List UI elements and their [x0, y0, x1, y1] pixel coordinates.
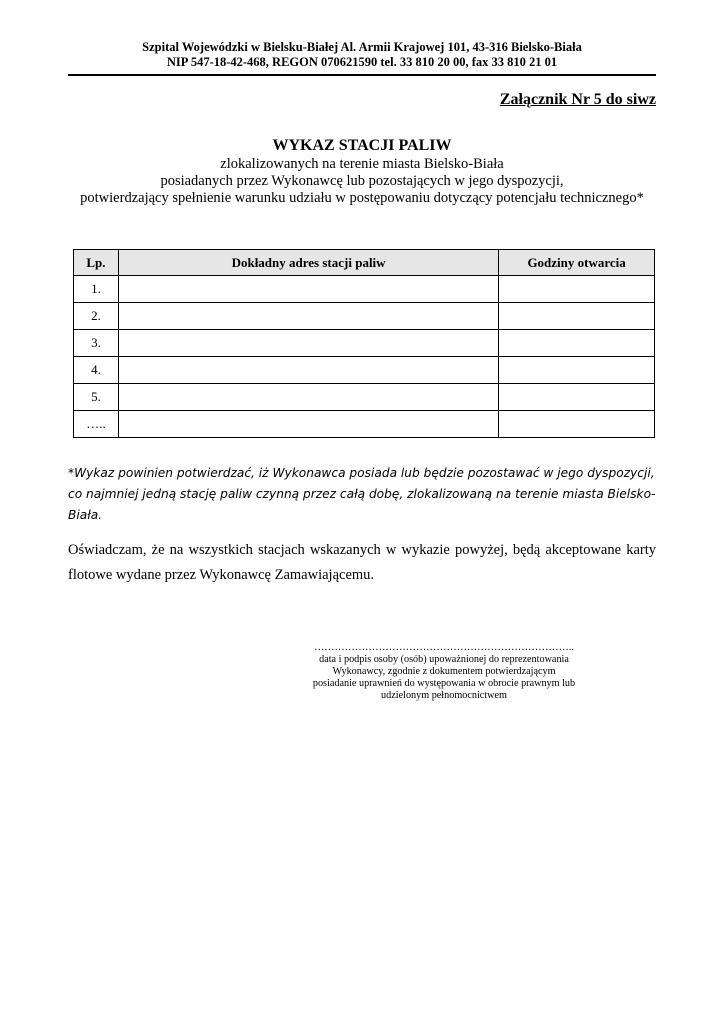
annex-label: Załącznik Nr 5 do siwz	[499, 91, 656, 108]
signature-caption-line-2: Wykonawcy, zgodnie z dokumentem potwierdzającym	[332, 666, 556, 677]
hours-cell[interactable]	[499, 357, 655, 384]
column-header-address: Dokładny adres stacji paliw	[118, 250, 498, 276]
subtitle-line-3: potwierdzający spełnienie warunku udziału w postępowaniu dotyczący potencjału technicznego*	[80, 190, 644, 206]
table-row	[74, 357, 655, 384]
row-number: 4.	[74, 357, 119, 384]
document-title: WYKAZ STACJI PALIW	[272, 137, 452, 154]
subtitle-line-1: zlokalizowanych na terenie miasta Bielsko-Biała	[220, 156, 504, 172]
table-row	[74, 411, 655, 438]
address-cell[interactable]	[118, 384, 498, 411]
fuel-stations-table	[73, 249, 655, 438]
signature-caption-line-4: udzielonym pełnomocnictwem	[381, 690, 507, 701]
header-divider	[68, 74, 656, 76]
title-block	[60, 136, 664, 207]
column-header-hours: Godziny otwarcia	[499, 250, 655, 276]
hours-cell[interactable]	[499, 384, 655, 411]
row-number: 1.	[74, 276, 119, 303]
row-number: 5.	[74, 384, 119, 411]
address-cell[interactable]	[118, 411, 498, 438]
hours-cell[interactable]	[499, 276, 655, 303]
declaration-text: Oświadczam, że na wszystkich stacjach wskazanych w wykazie powyżej, będą akceptowane karty flotowe wydane przez Wykonawcę Zamawiającemu.	[68, 542, 656, 583]
row-number: 3.	[74, 330, 119, 357]
column-header-lp: Lp.	[74, 250, 119, 276]
hours-cell[interactable]	[499, 303, 655, 330]
signature-caption-line-1: data i podpis osoby (osób) upoważnionej do reprezentowania	[319, 654, 569, 665]
address-cell[interactable]	[118, 330, 498, 357]
hours-cell[interactable]	[499, 411, 655, 438]
signature-caption-line-3: posiadanie uprawnień do występowania w obrocie prawnym lub	[312, 678, 576, 689]
table-row	[74, 276, 655, 303]
hours-cell[interactable]	[499, 330, 655, 357]
signature-block	[296, 642, 592, 702]
header-hospital-address: Szpital Wojewódzki w Bielsku-Białej Al. Armii Krajowej 101, 43-316 Bielsko-Biała	[142, 40, 582, 54]
address-cell[interactable]	[118, 276, 498, 303]
table-header-row	[74, 250, 655, 276]
document-header	[68, 40, 656, 70]
table-row	[74, 384, 655, 411]
address-cell[interactable]	[118, 303, 498, 330]
header-tax-contact: NIP 547-18-42-468, REGON 070621590 tel. 33 810 20 00, fax 33 810 21 01	[166, 55, 558, 69]
table-row	[74, 330, 655, 357]
footnote: *Wykaz powinien potwierdzać, iż Wykonawca posiada lub będzie pozostawać w jego dyspozycji, co najmniej jedną stację paliw czynną przez całą dobę, zlokalizowaną na terenie miasta Bielsko-Biała.	[68, 466, 656, 522]
row-number: …..	[74, 411, 119, 438]
row-number: 2.	[74, 303, 119, 330]
table-row	[74, 303, 655, 330]
signature-line: …………………………………………………………………..	[314, 642, 574, 653]
subtitle-line-2: posiadanych przez Wykonawcę lub pozostających w jego dyspozycji,	[160, 173, 564, 189]
address-cell[interactable]	[118, 357, 498, 384]
